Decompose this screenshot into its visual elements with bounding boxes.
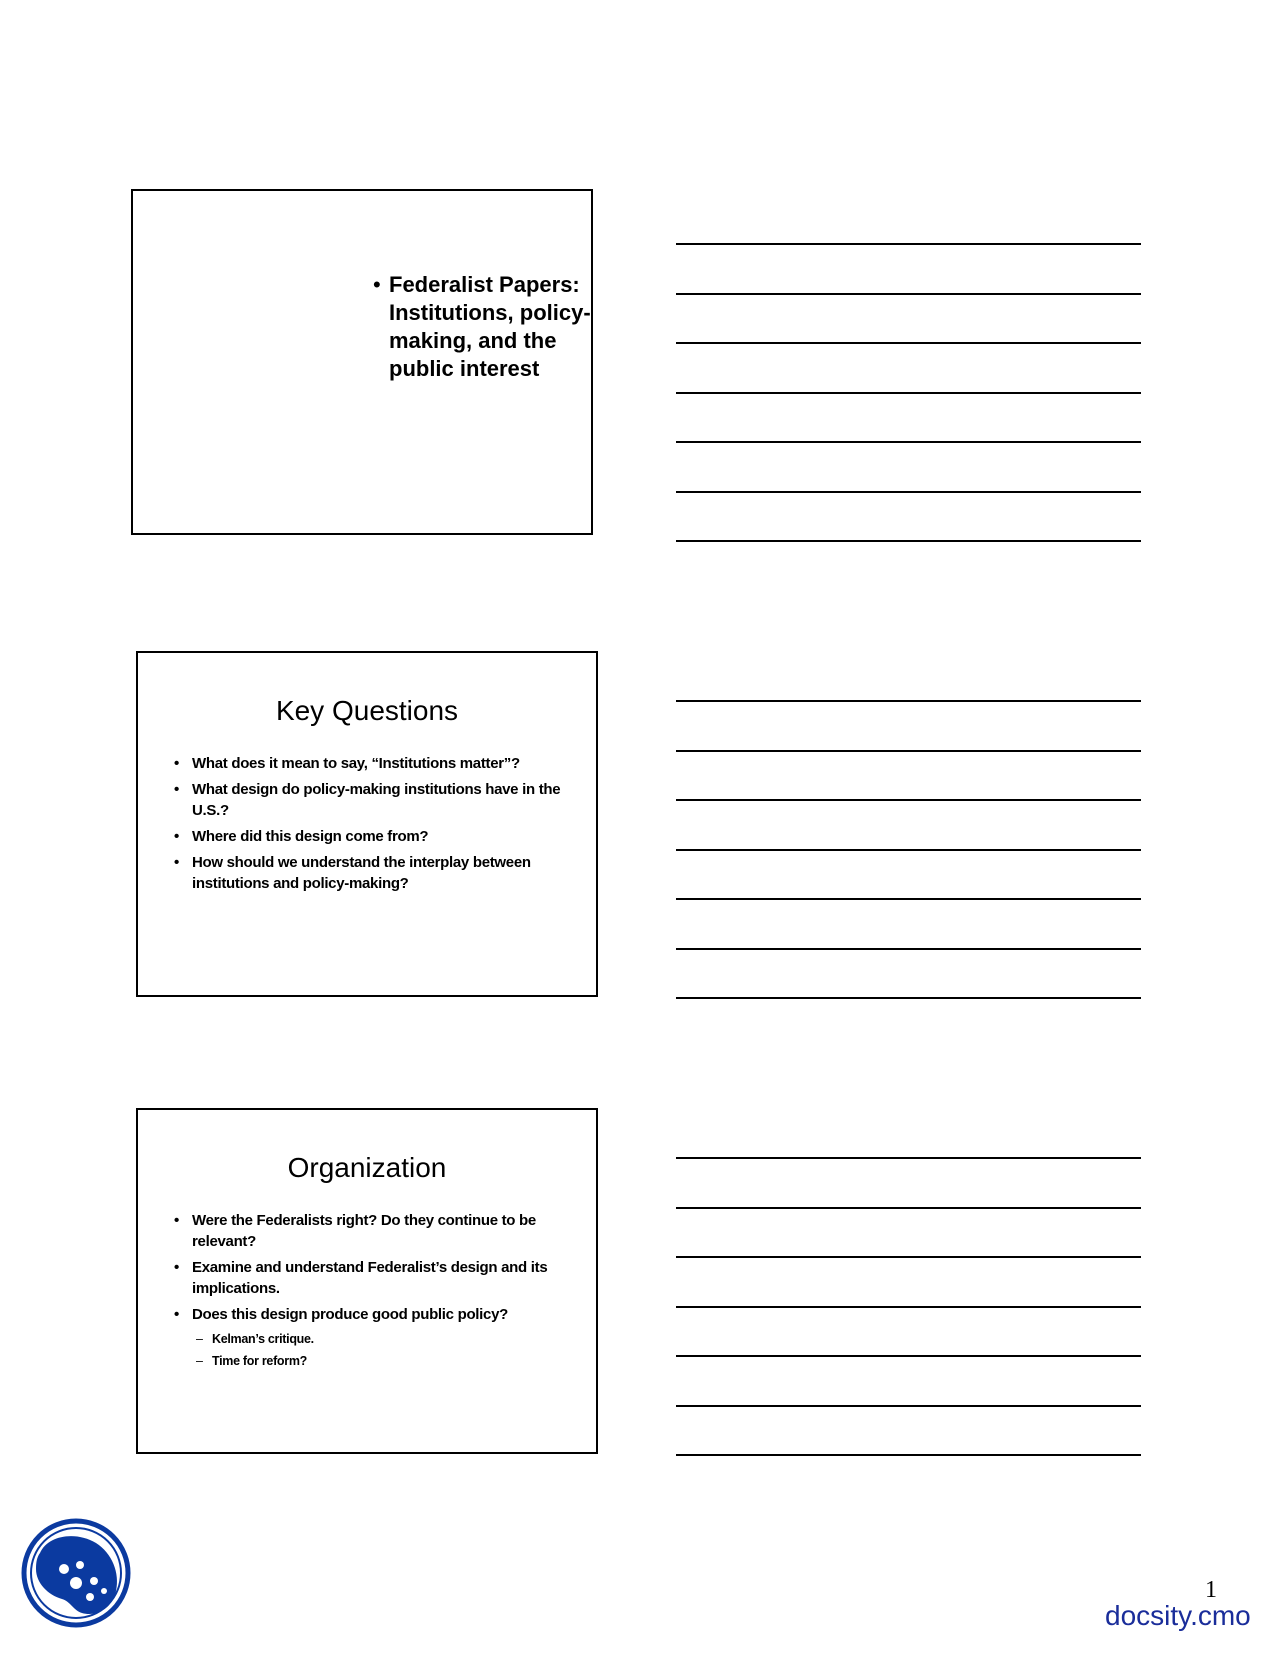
note-line xyxy=(676,392,1141,394)
bullet-marker: • xyxy=(174,781,179,798)
list-item xyxy=(174,1257,574,1299)
slide-1-bullet-text: Federalist Papers: Institutions, policy-making, and the public interest xyxy=(389,272,591,381)
slide-3-bullet-list xyxy=(174,1210,574,1377)
dash-marker: – xyxy=(196,1354,203,1368)
note-line xyxy=(676,293,1141,295)
note-line xyxy=(676,1405,1141,1407)
list-item xyxy=(174,779,574,821)
list-item-text: Were the Federalists right? Do they continue to be relevant? xyxy=(192,1212,536,1250)
list-item xyxy=(174,826,574,847)
bullet-marker: • xyxy=(174,755,179,772)
note-line xyxy=(676,540,1141,542)
list-item-text: How should we understand the interplay between institutions and policy-making? xyxy=(192,854,531,892)
note-line xyxy=(676,700,1141,702)
sub-list-item xyxy=(192,1350,574,1372)
sub-list-item-text: Kelman’s critique. xyxy=(212,1332,314,1346)
bullet-marker: • xyxy=(373,272,381,297)
note-line xyxy=(676,243,1141,245)
note-line xyxy=(676,997,1141,999)
slide-3-title: Organization xyxy=(287,1152,447,1183)
slide-1 xyxy=(131,189,593,535)
page-number: 1 xyxy=(1205,1577,1217,1603)
list-item-text: What design do policy-making institutions have in the U.S.? xyxy=(192,781,561,819)
note-line xyxy=(676,342,1141,344)
note-line xyxy=(676,1454,1141,1456)
slide-1-bullet xyxy=(373,271,599,383)
note-line xyxy=(676,1355,1141,1357)
bullet-marker: • xyxy=(174,828,179,845)
list-item-text: Where did this design come from? xyxy=(192,828,429,845)
bullet-marker: • xyxy=(174,1212,179,1229)
note-line xyxy=(676,1256,1141,1258)
note-line xyxy=(676,898,1141,900)
list-item xyxy=(174,852,574,894)
slide-3-sub-list xyxy=(192,1328,574,1372)
bullet-marker: • xyxy=(174,854,179,871)
list-item xyxy=(174,753,574,774)
slide-2 xyxy=(136,651,598,997)
note-line xyxy=(676,1157,1141,1159)
sub-list-item-text: Time for reform? xyxy=(212,1354,307,1368)
docsity-logo-icon xyxy=(20,1517,132,1629)
note-line xyxy=(676,441,1141,443)
slide-2-title: Key Questions xyxy=(275,695,459,726)
note-line xyxy=(676,1207,1141,1209)
note-line xyxy=(676,799,1141,801)
dash-marker: – xyxy=(196,1332,203,1346)
list-item xyxy=(174,1304,574,1372)
bullet-marker: • xyxy=(174,1306,179,1323)
brand-watermark[interactable]: docsity.cmo xyxy=(1105,1600,1251,1631)
bullet-marker: • xyxy=(174,1259,179,1276)
slide-2-bullet-list xyxy=(174,753,574,899)
sub-list-item xyxy=(192,1328,574,1350)
list-item-text: Examine and understand Federalist’s design and its implications. xyxy=(192,1259,548,1297)
list-item xyxy=(174,1210,574,1252)
list-item-text: What does it mean to say, “Institutions matter”? xyxy=(192,755,520,772)
list-item-text: Does this design produce good public policy? xyxy=(192,1306,508,1323)
note-line xyxy=(676,491,1141,493)
slide-3 xyxy=(136,1108,598,1454)
note-line xyxy=(676,948,1141,950)
note-line xyxy=(676,750,1141,752)
note-line xyxy=(676,849,1141,851)
note-line xyxy=(676,1306,1141,1308)
